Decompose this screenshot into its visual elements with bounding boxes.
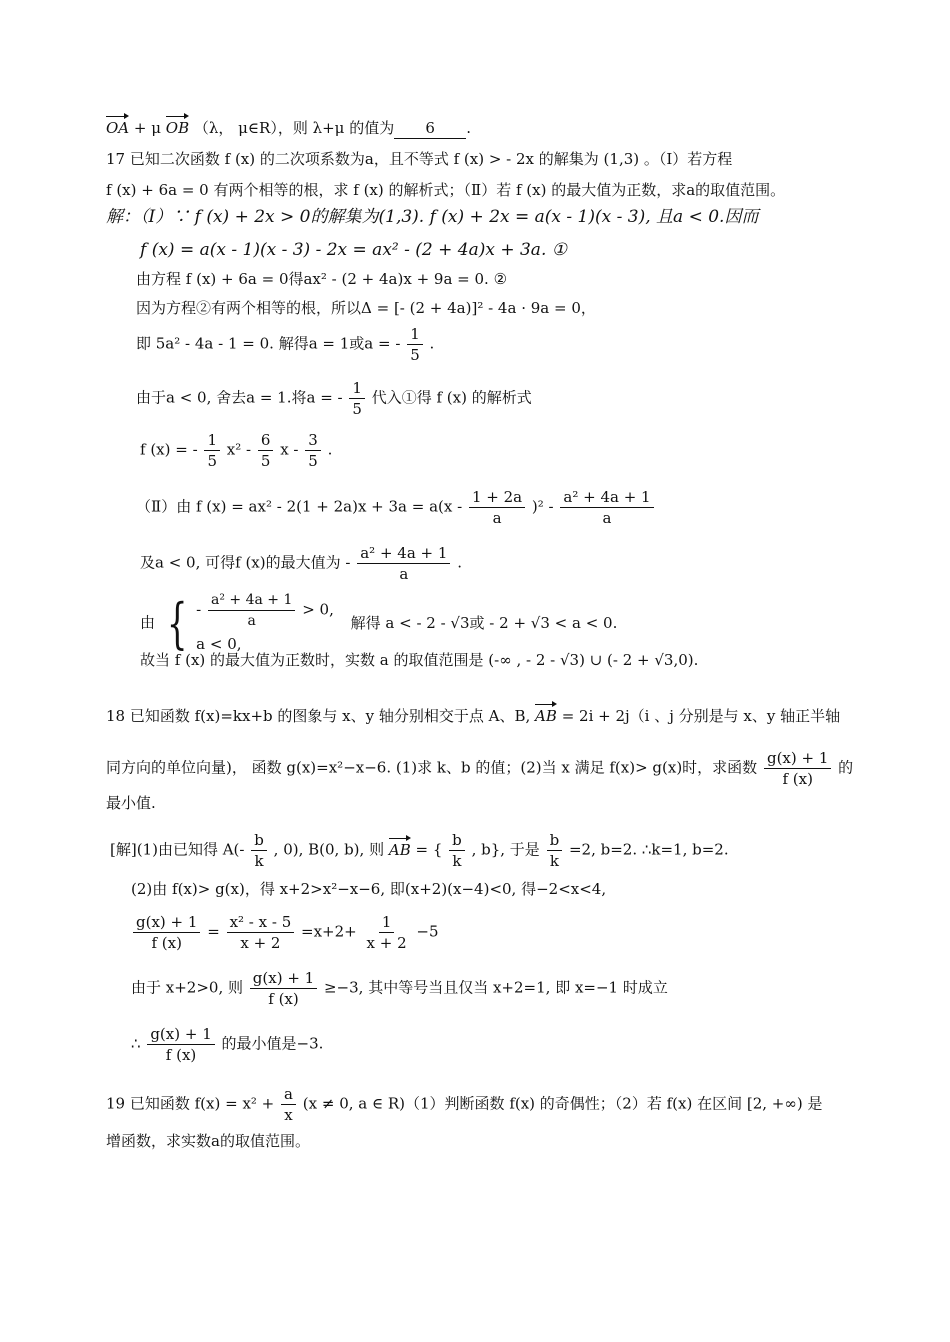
fraction: $\frac{g(x) + 1}{f (x)}$ <box>764 748 831 789</box>
fraction: $\frac{g(x) + 1}{f (x)}$ <box>147 1024 214 1065</box>
vector-ob: OB <box>165 119 190 137</box>
solution-17-step9: 及a < 0, 可得f (x)的最大值为 - $\frac{\text{a² + 4a + 1}}{a}$ . <box>140 544 462 583</box>
fraction: $\frac{1}{5}$ <box>407 324 423 365</box>
solution-17-step1: 解：（Ⅰ）∵ f (x) + 2x > 0的解集为(1,3). f (x) + 2x = a(x - 1)(x - 3), 且a < 0.因而 <box>106 207 759 227</box>
fraction: $\frac{g(x) + 1}{f (x)}$ <box>133 912 200 953</box>
fraction: $\frac{6}{5}$ <box>258 430 274 471</box>
vector-ab: AB <box>388 840 411 859</box>
solution-17-step8: （Ⅱ）由 f (x) = ax² - 2(1 + 2a)x + 3a = a(x - $\frac{1 + 2a}{a}$ )² - $\frac{\text{a² + 4a + 1}}{a}$ <box>136 487 656 528</box>
solution-18-step1: [解](1)由已知得 A(- $\frac{b}{k}$ , 0), B(0, b), 则 AB = { $\frac{b}{k}$ , b}, 于是 $\frac{b}{k}$ =2, b=2. ∴k=1, b=2. <box>110 831 729 870</box>
fraction: $\frac{3}{5}$ <box>305 430 321 471</box>
fraction: $\frac{1 + 2a}{a}$ <box>469 487 525 528</box>
fraction: $\frac{\text{a² + 4a + 1}}{a}$ <box>208 590 295 631</box>
solution-17-step6: 由于a < 0, 舍去a = 1.将a = - $\frac{1}{5}$ 代入①得 f (x) 的解析式 <box>136 379 532 418</box>
fraction: $\frac{b}{k}$ <box>251 830 267 871</box>
solution-17-step11: 故当 f (x) 的最大值为正数时，实数 a 的取值范围是 (-∞ , - 2 - √3) ∪ (- 2 + √3,0). <box>140 651 699 669</box>
solution-18-step2: (2)由 f(x)> g(x)，得 x+2>x²−x−6, 即(x+2)(x−4)<0, 得−2<x<4, <box>131 880 607 898</box>
solution-17-step3: 由方程 f (x) + 6a = 0得ax² - (2 + 4a)x + 9a = 0. ② <box>136 270 508 288</box>
fraction: $\frac{1}{x + 2}$ <box>366 913 407 952</box>
solution-17-step5: 即 5a² - 4a - 1 = 0. 解得a = 1或a = - $\frac{1}{5}$ . <box>136 325 435 364</box>
inequality-system: { - $\frac{\text{a² + 4a + 1}}{a}$ > 0, a < 0, <box>166 591 334 655</box>
answer-blank: 6 <box>394 118 466 139</box>
vector-oa: OA <box>106 119 130 137</box>
fraction: $\frac{g(x) + 1}{f (x)}$ <box>250 968 317 1009</box>
problem-17-statement-line1: 17 已知二次函数 f (x) 的二次项系数为a，且不等式 f (x) > - 2x 的解集为 (1,3) 。（Ⅰ）若方程 <box>106 150 733 168</box>
fraction: $\frac{b}{k}$ <box>547 830 563 871</box>
fraction: $\frac{1}{5}$ <box>349 378 365 419</box>
fraction: $\frac{\text{a² + 4a + 1}}{a}$ <box>560 487 653 528</box>
left-brace: { <box>166 591 188 655</box>
solution-17-step10: 由 { - $\frac{\text{a² + 4a + 1}}{a}$ > 0, a < 0, 解得 a < - 2 - √3或 - 2 + √3 < a < 0. <box>140 590 617 657</box>
problem-17-statement-line2: f (x) + 6a = 0 有两个相等的根，求 f (x) 的解析式；（Ⅱ）若 f (x) 的最大值为正数，求a的取值范围。 <box>106 181 786 199</box>
solution-18-step4: 由于 x+2>0, 则 $\frac{g(x) + 1}{f (x)}$ ≥−3, 其中等号当且仅当 x+2=1, 即 x=−1 时成立 <box>131 969 668 1008</box>
problem-18-statement-line1: 18 已知函数 f(x)=kx+b 的图象与 x、y 轴分别相交于点 A、B, AB = 2i + 2j（i 、j 分别是与 x、y 轴正半轴 <box>106 707 841 725</box>
solution-18-step5: ∴ $\frac{g(x) + 1}{f (x)}$ 的最小值是−3. <box>131 1025 324 1064</box>
fraction: $\frac{a}{x}$ <box>281 1084 296 1125</box>
solution-18-step3: $\frac{g(x) + 1}{f (x)}$ = $\frac{\text{x² - x - 5}}{x + 2}$ =x+2+ $\frac{1}{x + 2}$ −5 <box>131 912 439 953</box>
fraction: $\frac{1}{5}$ <box>204 430 220 471</box>
fraction: $\frac{\text{a² + 4a + 1}}{a}$ <box>357 543 450 584</box>
problem-18-statement-line3: 最小值. <box>106 794 156 812</box>
vector-ab: AB <box>535 707 557 725</box>
solution-17-step7: f (x) = - $\frac{1}{5}$ x² - $\frac{6}{5}$ x - $\frac{3}{5}$ . <box>140 431 333 470</box>
problem-18-statement-line2: 同方向的单位向量)， 函数 g(x)=x²−x−6. (1)求 k、b 的值；(2)当 x 满足 f(x)> g(x)时，求函数 $\frac{g(x) + 1}{f (x)}$ 的 <box>106 749 854 788</box>
problem-19-statement-line2: 增函数，求实数a的取值范围。 <box>106 1132 310 1150</box>
problem-16-tail: OA + μ OB （λ， μ∈R），则 λ+μ 的值为 6 . <box>106 119 471 137</box>
problem-19-statement-line1: 19 已知函数 f(x) = x² + $\frac{a}{x}$ (x ≠ 0, a ∈ R)（1）判断函数 f(x) 的奇偶性；（2）若 f(x) 在区间 [2, +∞) 是 <box>106 1085 823 1124</box>
fraction: $\frac{b}{k}$ <box>449 830 465 871</box>
fraction: $\frac{\text{x² - x - 5}}{x + 2}$ <box>227 912 295 953</box>
solution-17-step2: f (x) = a(x - 1)(x - 3) - 2x = ax² - (2 + 4a)x + 3a. ① <box>140 240 567 260</box>
solution-17-step4: 因为方程②有两个相等的根，所以Δ = [- (2 + 4a)]² - 4a · 9a = 0， <box>136 299 596 317</box>
